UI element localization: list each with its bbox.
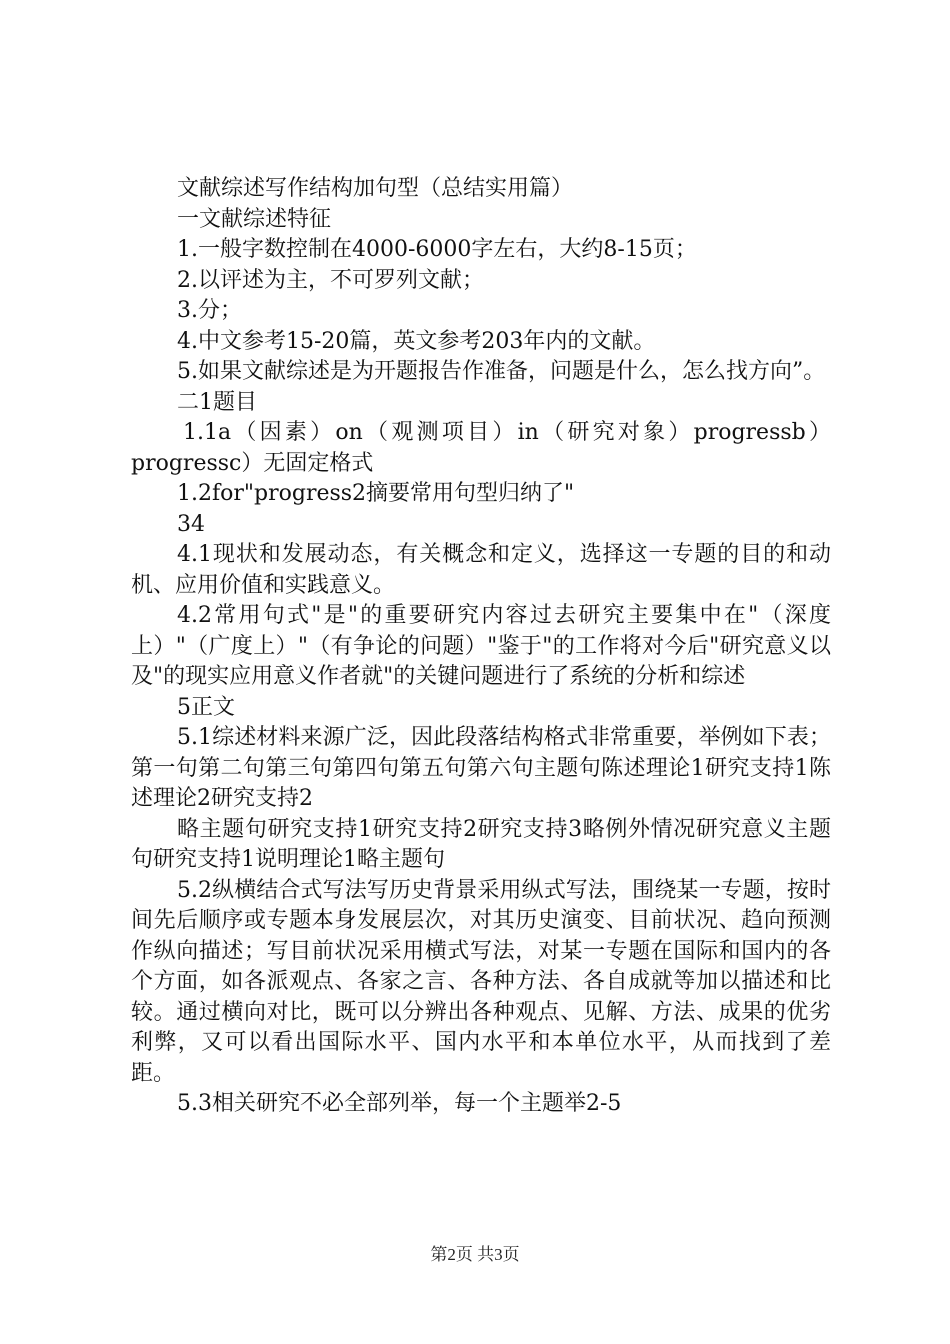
section-heading: 5正文 (177, 694, 235, 720)
paragraph: 4.2常用句式"是"的重要研究内容过去研究主要集中在"（深度上）"（广度上）"（有争论的问题）"鉴于"的工作将对今后"研究意义以及"的现实应用意义作者就"的关键问题进行了系统的分析和综述 (131, 603, 831, 689)
paragraph: 1.一般字数控制在4000-6000字左右，大约8-15页； (177, 237, 697, 262)
paragraph: 34 (177, 511, 205, 537)
paragraph: 4.1现状和发展动态，有关概念和定义，选择这一专题的目的和动机、应用价值和实践意义。 (131, 542, 831, 598)
paragraph: 2.以评述为主，不可罗列文献； (177, 267, 484, 293)
document-title: 文献综述写作结构加句型（总结实用篇） (177, 176, 574, 201)
section-heading: 一文献综述特征 (177, 206, 332, 232)
paragraph: 5.如果文献综述是为开题报告作准备，问题是什么，怎么找方向”。 (177, 359, 826, 384)
paragraph: 1.1a（因素）on（观测项目）in（研究对象）progressb）progressc）无固定格式 (131, 420, 831, 476)
paragraph: 5.3相关研究不必全部列举，每一个主题举2-5 (177, 1091, 622, 1116)
section-heading: 二1题目 (177, 389, 257, 415)
paragraph: 5.1综述材料来源广泛，因此段落结构格式非常重要，举例如下表；第一句第二句第三句第四句第五句第六句主题句陈述理论1研究支持1陈述理论2研究支持2 (131, 725, 831, 811)
paragraph: 略主题句研究支持1研究支持2研究支持3略例外情况研究意义主题句研究支持1说明理论1略主题句 (131, 816, 831, 872)
paragraph: 3.分； (177, 298, 242, 323)
page-footer: 第2页 共3页 (430, 1245, 520, 1264)
paragraph: 4.中文参考15-20篇，英文参考203年内的文献。 (177, 328, 656, 354)
document-body (131, 174, 831, 1120)
paragraph: 5.2纵横结合式写法写历史背景采用纵式写法，围绕某一专题，按时间先后顺序或专题本身发展层次，对其历史演变、目前状况、趋向预测作纵向描述；写目前状况采用横式写法，对某一专题在国际和国内的各个方面，如各派观点、各家之言、各种方法、各自成就等加以描述和比较。通过横向对比，既可以分辨出各种观点、见解、方法、成果的优劣利弊，又可以看出国际水平、国内水平和本单位水平，从而找到了差距。 (131, 877, 831, 1086)
paragraph: 1.2for"progress2摘要常用句型归纳了" (177, 481, 575, 506)
